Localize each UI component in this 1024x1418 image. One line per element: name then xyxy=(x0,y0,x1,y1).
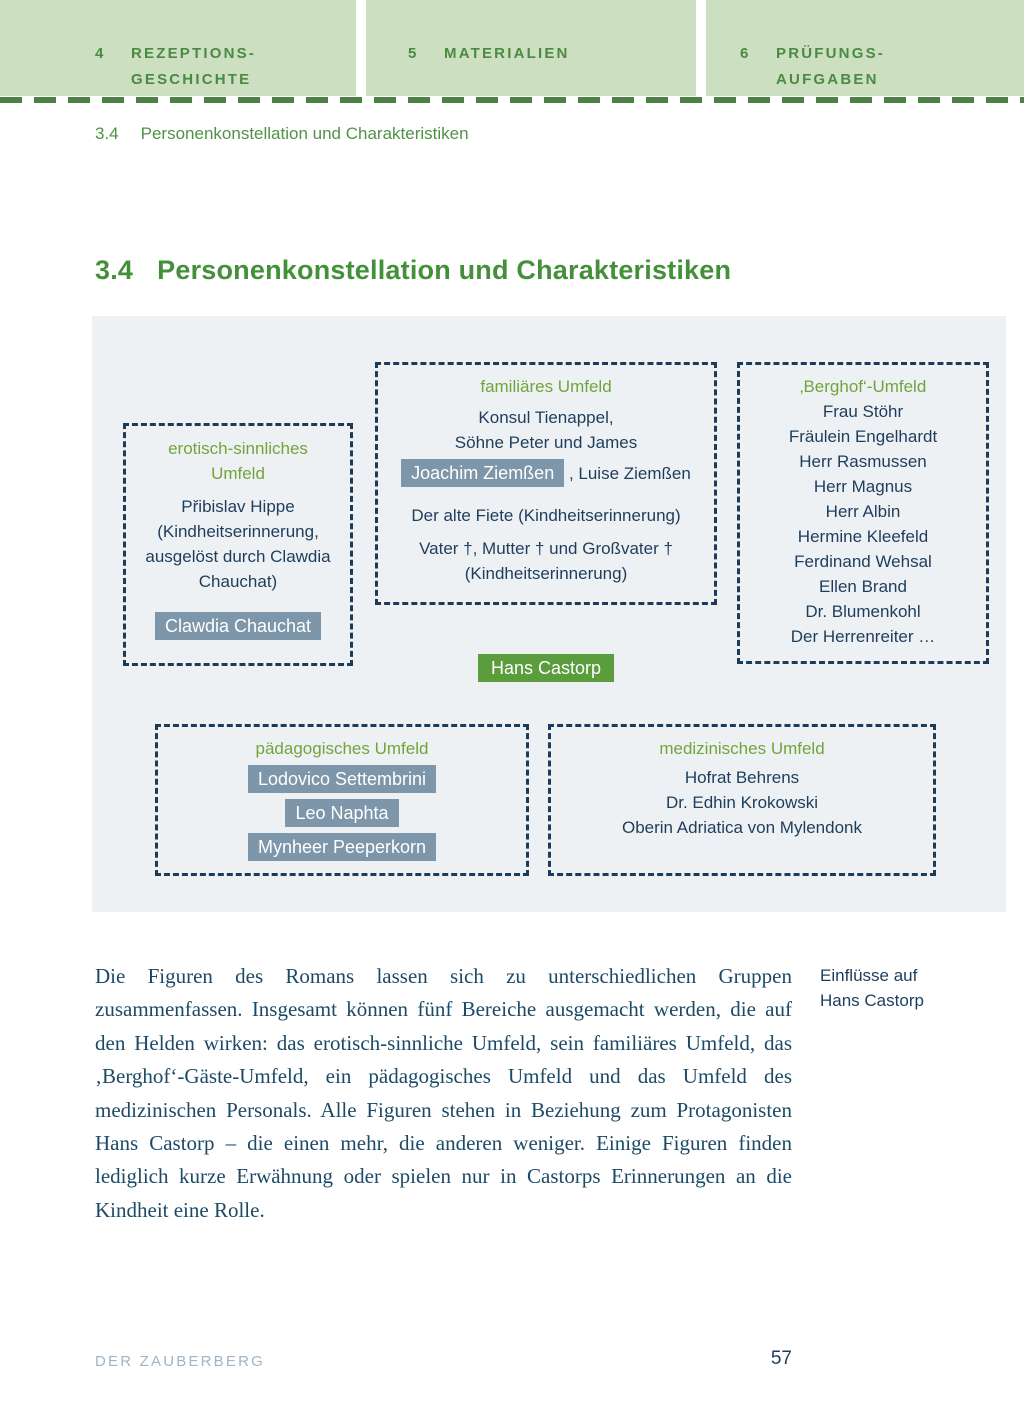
body-paragraph: Die Figuren des Romans lassen sich zu unterschiedlichen Gruppen zusammenfassen. Insgesamt können fünf Bereiche ausgemacht werden, die auf den Helden wirken: das erotisch-sinnliche Umfeld, sein familiäres Umfeld, das ‚Berghof‘-Gäste-Umfeld, ein pädagogisches Umfeld und das Umfeld des medizinischen Personals. Alle Figuren stehen in Beziehung zum Protagonisten Hans Castorp – die einen mehr, die anderen weniger. Einige Figuren finden lediglich kurze Erwähnung oder spielen nur in Castorps Erinnerungen an die Kindheit eine Rolle. xyxy=(95,964,792,1222)
person-name: Ellen Brand xyxy=(819,577,907,596)
page-title xyxy=(95,255,731,286)
highlight-chip-naphta: Leo Naphta xyxy=(285,799,398,827)
tab-number: 6 xyxy=(740,45,751,62)
person-name: Herr Magnus xyxy=(813,477,913,496)
box-medical-environment xyxy=(548,724,936,876)
person-name: (Kindheitserinnerung) xyxy=(464,564,628,583)
page-number: 57 xyxy=(770,1348,792,1369)
person-name: Vater †, Mutter † und Großvater † xyxy=(419,539,673,558)
page-title-number: 3.4 xyxy=(95,255,134,285)
person-name: Herr Rasmussen xyxy=(799,452,927,471)
tab-materialien xyxy=(366,0,696,96)
box-erotic-environment xyxy=(123,423,353,666)
box-berghof-environment xyxy=(737,362,989,664)
margin-note xyxy=(820,963,1010,1013)
person-name: Der alte Fiete (Kindheitserinnerung) xyxy=(411,506,681,525)
box-title: familiäres Umfeld xyxy=(480,377,612,396)
person-name: Oberin Adriatica von Mylendonk xyxy=(621,818,863,837)
tab-number: 5 xyxy=(408,45,419,62)
box-family-environment xyxy=(375,362,717,605)
breadcrumb xyxy=(95,124,469,144)
person-name: Přibislav Hippe xyxy=(181,497,295,516)
tab-label-line: AUFGABEN xyxy=(776,71,879,88)
tab-label-line: MATERIALIEN xyxy=(444,45,570,62)
box-pedagogic-environment xyxy=(155,724,529,876)
breadcrumb-number: 3.4 xyxy=(95,124,119,143)
person-name: Herr Albin xyxy=(825,502,901,521)
highlight-chip-joachim-ziemssen: Joachim Ziemßen xyxy=(401,459,564,487)
person-name: Söhne Peter und James xyxy=(454,433,638,452)
person-name: Dr. Edhin Krokowski xyxy=(665,793,819,812)
box-title: pädagogisches Umfeld xyxy=(255,739,429,758)
person-name: Hofrat Behrens xyxy=(684,768,800,787)
person-name: Hermine Kleefeld xyxy=(797,527,929,546)
highlight-chip-clawdia-chauchat: Clawdia Chauchat xyxy=(155,612,321,640)
person-name: Der Herrenreiter … xyxy=(790,627,936,646)
box-title: ‚Berghof‘-Umfeld xyxy=(799,377,927,396)
tab-label-line: PRÜFUNGS- xyxy=(776,45,885,62)
hans-castorp-chip: Hans Castorp xyxy=(478,654,614,682)
breadcrumb-label: Personenkonstellation und Charakteristiken xyxy=(140,124,469,143)
person-name: , Luise Ziemßen xyxy=(568,464,691,483)
tab-rezeptionsgeschichte xyxy=(0,0,356,96)
dashed-divider xyxy=(0,97,1024,103)
page-title-text: Personenkonstellation und Charakteristiken xyxy=(157,255,732,285)
tab-pruefungsaufgaben xyxy=(706,0,1024,96)
margin-note-line: Einflüsse auf xyxy=(820,966,918,985)
person-name: Frau Stöhr xyxy=(822,402,904,421)
character-diagram xyxy=(92,316,1006,912)
person-name: ausgelöst durch Clawdia xyxy=(145,547,331,566)
person-name: Chauchat) xyxy=(198,572,278,591)
person-name: (Kindheitserinnerung, xyxy=(157,522,319,541)
tab-number: 4 xyxy=(95,45,106,62)
box-title: Umfeld xyxy=(211,464,265,483)
margin-note-line: Hans Castorp xyxy=(820,991,924,1010)
tab-label-line: REZEPTIONS- xyxy=(131,45,257,62)
person-name: Ferdinand Wehsal xyxy=(794,552,932,571)
box-title: erotisch-sinnliches xyxy=(168,439,308,458)
highlight-chip-settembrini: Lodovico Settembrini xyxy=(248,765,436,793)
person-name: Konsul Tienappel, xyxy=(478,408,614,427)
highlight-chip-peeperkorn: Mynheer Peeperkorn xyxy=(248,833,436,861)
person-name: Fräulein Engelhardt xyxy=(788,427,938,446)
person-name: Dr. Blumenkohl xyxy=(805,602,921,621)
box-title: medizinisches Umfeld xyxy=(659,739,825,758)
tab-label-line: GESCHICHTE xyxy=(131,71,252,88)
footer-book-title: DER ZAUBERBERG xyxy=(95,1353,265,1370)
